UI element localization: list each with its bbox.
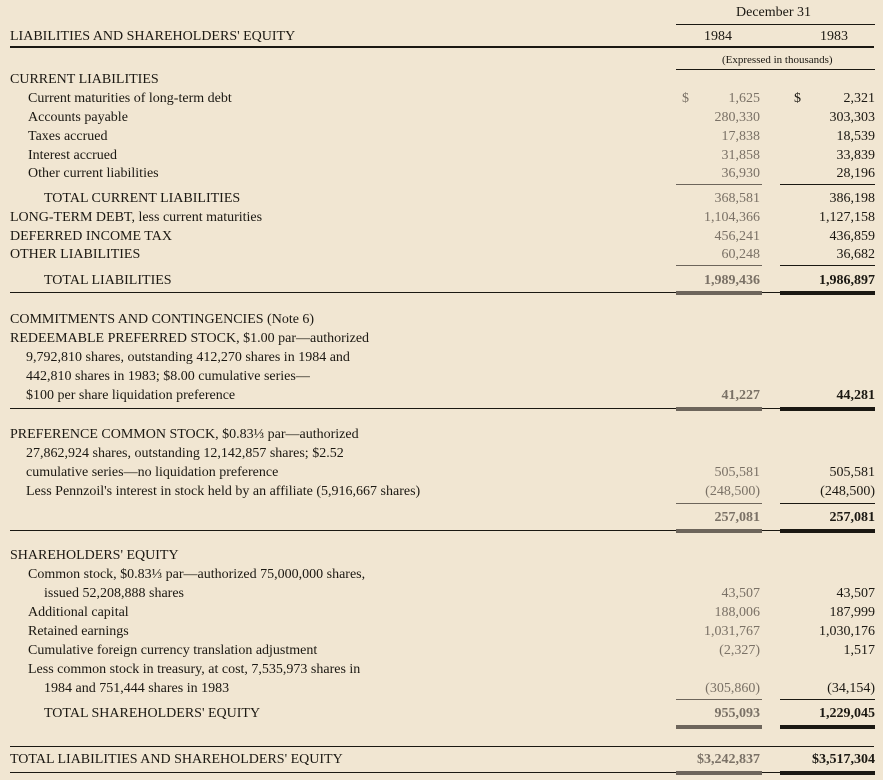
value-1983: 28,196	[836, 166, 875, 181]
double-rule-1983	[780, 529, 875, 533]
value-1983: (34,154)	[827, 681, 875, 696]
value-1984: (2,327)	[719, 643, 760, 658]
value-1983: 187,999	[829, 605, 875, 620]
subtotal-rule-1984	[676, 184, 762, 185]
value-1983: 1,127,158	[819, 210, 875, 225]
row-label: DEFERRED INCOME TAX	[10, 229, 172, 244]
treasury-line2: 1984 and 751,444 shares in 1983	[44, 681, 230, 696]
redeemable-line1: REDEEMABLE PREFERRED STOCK, $1.00 par—authorized	[10, 331, 370, 346]
double-rule-1984	[676, 771, 762, 775]
subtotal-rule-1983	[780, 265, 875, 266]
row-label: Retained earnings	[28, 624, 129, 639]
value-1984: 43,507	[721, 586, 760, 601]
preference-line2: 27,862,924 shares, outstanding 12,142,857 shares; $2.52	[26, 446, 344, 461]
redeemable-line3: 442,810 shares in 1983; $8.00 cumulative series—	[26, 369, 310, 384]
value-1983: 43,507	[836, 586, 875, 601]
section-title: LIABILITIES AND SHAREHOLDERS' EQUITY	[10, 29, 296, 44]
double-rule-1983	[780, 291, 875, 295]
subtotal-rule-1984	[676, 503, 762, 504]
double-rule-1984	[676, 407, 762, 411]
units-underline	[676, 69, 875, 70]
value-1984: 17,838	[721, 129, 760, 144]
treasury-line1: Less common stock in treasury, at cost, 7,535,973 shares in	[28, 662, 361, 677]
value-1983: 1,229,045	[819, 706, 875, 721]
value-1984: (248,500)	[705, 484, 760, 499]
value-1983: 257,081	[829, 510, 875, 525]
preference-line3: cumulative series—no liquidation preference	[26, 465, 279, 480]
value-1983: 386,198	[829, 191, 875, 206]
grand-total-top-rule	[10, 746, 874, 747]
preference-line1: PREFERENCE COMMON STOCK, $0.83⅓ par—authorized	[10, 427, 359, 442]
value-1984: 36,930	[721, 166, 760, 181]
value-1983: 1,986,897	[819, 273, 875, 288]
subtotal-rule-1983	[780, 699, 875, 700]
common-stock-line2: issued 52,208,888 shares	[44, 586, 184, 601]
total-liabilities-label: TOTAL LIABILITIES	[44, 273, 172, 288]
subtotal-rule-1984	[676, 699, 762, 700]
commitments-label: COMMITMENTS AND CONTINGENCIES (Note 6)	[10, 312, 315, 327]
value-1984: 257,081	[714, 510, 760, 525]
currency-1984: $	[682, 91, 689, 106]
value-1983: 1,030,176	[819, 624, 875, 639]
value-1984: 60,248	[721, 247, 760, 262]
value-1983: 436,859	[829, 229, 875, 244]
value-1983: 505,581	[829, 465, 875, 480]
subtotal-rule-1983	[780, 503, 875, 504]
value-1983: $3,517,304	[812, 752, 875, 767]
common-stock-line1: Common stock, $0.83⅓ par—authorized 75,000,000 shares,	[28, 567, 366, 582]
double-rule-1984	[676, 529, 762, 533]
equity-title: SHAREHOLDERS' EQUITY	[10, 548, 179, 563]
value-1984: 368,581	[714, 191, 760, 206]
subtotal-rule-1984	[676, 265, 762, 266]
value-1984: 1,625	[728, 91, 760, 106]
value-1983: 33,839	[836, 148, 875, 163]
currency-1983: $	[794, 91, 801, 106]
year-1983: 1983	[820, 29, 848, 44]
double-rule-1984	[676, 725, 762, 729]
row-label: Other current liabilities	[28, 166, 159, 181]
total-equity-label: TOTAL SHAREHOLDERS' EQUITY	[44, 706, 261, 721]
row-label: Cumulative foreign currency translation adjustment	[28, 643, 318, 658]
value-1983: 1,517	[843, 643, 875, 658]
row-label: Taxes accrued	[28, 129, 108, 144]
value-1983: 2,321	[843, 91, 875, 106]
value-1984: 456,241	[714, 229, 760, 244]
row-label: Current maturities of long-term debt	[28, 91, 232, 106]
value-1983: (248,500)	[820, 484, 875, 499]
row-label: Additional capital	[28, 605, 129, 620]
value-1984: 280,330	[714, 110, 760, 125]
row-label: LONG-TERM DEBT, less current maturities	[10, 210, 263, 225]
total-current-liabilities-label: TOTAL CURRENT LIABILITIES	[44, 191, 241, 206]
date-label: December 31	[736, 5, 812, 20]
double-rule-1983	[780, 407, 875, 411]
value-1983: 44,281	[836, 388, 875, 403]
value-1984: 31,858	[721, 148, 760, 163]
value-1983: 18,539	[836, 129, 875, 144]
double-rule-1983	[780, 771, 875, 775]
value-1984: 1,104,366	[704, 210, 760, 225]
row-label: OTHER LIABILITIES	[10, 247, 141, 262]
value-1984: $3,242,837	[697, 752, 760, 767]
row-label: Accounts payable	[28, 110, 128, 125]
value-1984: 41,227	[721, 388, 760, 403]
redeemable-line2: 9,792,810 shares, outstanding 412,270 shares in 1984 and	[26, 350, 350, 365]
units-note: (Expressed in thousands)	[722, 54, 833, 66]
value-1984: 1,989,436	[704, 273, 760, 288]
year-1984: 1984	[704, 29, 732, 44]
value-1983: 36,682	[836, 247, 875, 262]
grand-total-label: TOTAL LIABILITIES AND SHAREHOLDERS' EQUITY	[10, 752, 343, 767]
double-rule-1983	[780, 725, 875, 729]
value-1984: (305,860)	[705, 681, 760, 696]
pennzoil-interest-label: Less Pennzoil's interest in stock held by an affiliate (5,916,667 shares)	[26, 484, 421, 499]
value-1984: 188,006	[714, 605, 760, 620]
current-liabilities-title: CURRENT LIABILITIES	[10, 72, 159, 87]
value-1984: 505,581	[714, 465, 760, 480]
value-1983: 303,303	[829, 110, 875, 125]
header-rule	[10, 46, 874, 48]
redeemable-line4: $100 per share liquidation preference	[26, 388, 236, 403]
subtotal-rule-1983	[780, 184, 875, 185]
value-1984: 955,093	[714, 706, 760, 721]
value-1984: 1,031,767	[704, 624, 760, 639]
double-rule-1984	[676, 291, 762, 295]
row-label: Interest accrued	[28, 148, 117, 163]
date-underline	[676, 24, 875, 25]
